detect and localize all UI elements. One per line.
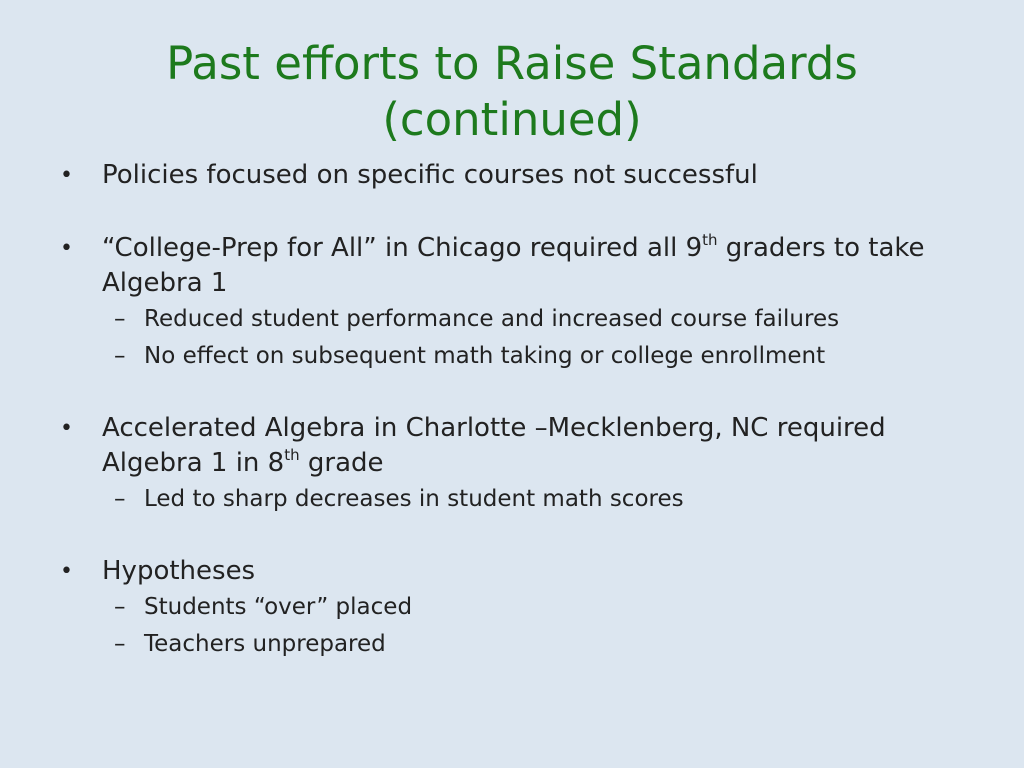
bullet-marker: • <box>60 559 73 584</box>
bullet-text: Policies focused on specific courses not successful <box>102 160 758 190</box>
bullet-text-part: grade <box>299 448 384 478</box>
ordinal-suffix: th <box>702 231 718 249</box>
bullet-item <box>58 411 958 481</box>
bullet-marker: • <box>60 163 73 188</box>
sub-bullet-text: Students “over” placed <box>144 594 413 620</box>
sub-bullet-marker: – <box>114 306 126 332</box>
sub-bullet-marker: – <box>114 343 126 369</box>
bullet-item <box>58 231 958 301</box>
bullet-text <box>102 411 958 481</box>
sub-bullet-item <box>114 338 958 375</box>
sub-bullet-marker: – <box>114 631 126 657</box>
sub-bullet-text: Reduced student performance and increased course failures <box>144 306 840 332</box>
bullet-item <box>58 158 958 193</box>
sub-bullet-item <box>114 481 958 518</box>
bullet-list <box>58 158 958 663</box>
sub-bullet-marker: – <box>114 486 126 512</box>
sub-bullet-text: No effect on subsequent math taking or college enrollment <box>144 343 826 369</box>
sub-bullet-text: Teachers unprepared <box>144 631 386 657</box>
sub-bullet-item <box>114 301 958 338</box>
ordinal-suffix: th <box>284 446 300 464</box>
bullet-marker: • <box>60 416 73 441</box>
bullet-text-part: “College-Prep for All” in Chicago required all 9 <box>102 233 703 263</box>
sub-bullet-item <box>114 626 958 663</box>
sub-bullet-item <box>114 589 958 626</box>
sub-bullet-text: Led to sharp decreases in student math scores <box>144 486 684 512</box>
slide-title-line-2: (continued) <box>382 93 642 146</box>
slide-title-line-1: Past efforts to Raise Standards <box>166 37 858 90</box>
bullet-text: Hypotheses <box>102 556 256 586</box>
bullet-text <box>102 231 958 301</box>
bullet-text-part: graders to take Algebra 1 <box>102 233 925 298</box>
bullet-marker: • <box>60 236 73 261</box>
bullet-text-part: Accelerated Algebra in Charlotte –Mecklenberg, NC required Algebra 1 in 8 <box>102 413 886 478</box>
slide-title <box>0 36 1024 148</box>
sub-bullet-marker: – <box>114 594 126 620</box>
bullet-item <box>58 554 958 589</box>
